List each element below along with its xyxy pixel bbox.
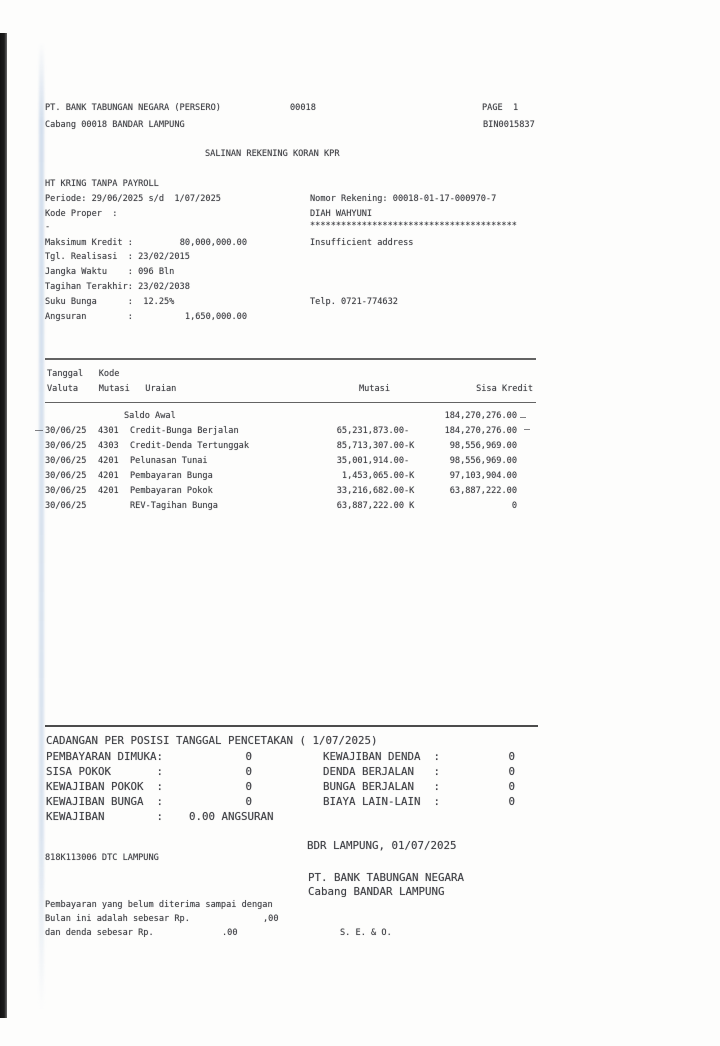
bank-name: PT. BANK TABUNGAN NEGARA (PERSERO) (45, 103, 221, 113)
footer-seo: S. E. & O. (340, 928, 392, 938)
opening-balance-value: 184,270,276.00 (444, 411, 517, 421)
row-amount: 1,453,065.00 (341, 471, 404, 481)
page-label: PAGE 1 (482, 103, 519, 113)
jangka-waktu-line: Jangka Waktu : 096 Bln (45, 267, 175, 277)
table-header-mutasi: Mutasi (358, 384, 390, 394)
telp-line: Telp. 0721-774632 (310, 297, 398, 307)
footer-note-line1: Pembayaran yang belum diterima sampai dengan (45, 900, 273, 910)
scan-artifact-dash (524, 429, 530, 430)
summary-right-value: 0 (508, 765, 515, 778)
footer-ref-code: 818K113006 DTC LAMPUNG (45, 853, 159, 863)
masked-address-asterisks: **************************************** (310, 221, 517, 231)
row-code: 4301 (98, 426, 119, 436)
angsuran-label: Angsuran : (45, 312, 133, 322)
row-code: 4201 (98, 456, 119, 466)
row-date: 30/06/25 (45, 426, 87, 436)
row-amount-suffix: -K (404, 486, 415, 496)
row-sisa: 184,270,276.00 (444, 426, 517, 436)
kewajiban-angsuran-line: KEWAJIBAN : 0.00 ANGSURAN (46, 810, 274, 823)
report-code: BIN0015837 (483, 120, 535, 130)
row-desc: Pembayaran Pokok (130, 486, 213, 496)
row-date: 30/06/25 (45, 486, 87, 496)
footer-place-date: BDR LAMPUNG, 01/07/2025 (307, 839, 457, 852)
row-amount: 33,216,682.00 (336, 486, 404, 496)
row-amount-suffix: - (404, 426, 410, 436)
row-date: 30/06/25 (45, 471, 87, 481)
row-amount: 63,887,222.00 (336, 501, 404, 511)
table-header-line1: Tanggal Kode (47, 369, 120, 379)
row-desc: Credit-Denda Tertunggak (130, 441, 249, 451)
table-top-rule (45, 358, 536, 360)
row-date: 30/06/25 (45, 501, 87, 511)
row-desc: Credit-Bunga Berjalan (130, 426, 239, 436)
summary-title: CADANGAN PER POSISI TANGGAL PENCETAKAN ( 1/07/2025) (46, 734, 378, 747)
tgl-realisasi-line: Tgl. Realisasi : 23/02/2015 (45, 252, 190, 262)
row-desc: REV-Tagihan Bunga (130, 501, 218, 511)
scan-artifact-dash (520, 417, 526, 418)
opening-balance-label: Saldo Awal (124, 411, 176, 421)
summary-right-label: DENDA BERJALAN : (323, 765, 441, 778)
row-amount-suffix: -K (404, 441, 415, 451)
footer-note-line2-amount: ,00 (263, 914, 279, 924)
row-sisa: 98,556,969.00 (449, 441, 517, 451)
product-name: HT KRING TANPA PAYROLL (45, 179, 159, 189)
row-sisa: 97,103,904.00 (449, 471, 517, 481)
footer-note-line3-amount: .00 (222, 928, 238, 938)
summary-right-label: BUNGA BERJALAN : (323, 780, 441, 793)
maksimum-kredit-value: 80,000,000.00 (179, 238, 247, 248)
summary-left-value: 0 (245, 780, 252, 793)
nomor-rekening: Nomor Rekening: 00018-01-17-000970-7 (310, 194, 497, 204)
periode-line: Periode: 29/06/2025 s/d 1/07/2025 (45, 194, 221, 204)
kode-proper-line: Kode Proper : (45, 209, 118, 219)
summary-right-value: 0 (508, 795, 515, 808)
maksimum-kredit-label: Maksimum Kredit : (45, 238, 133, 248)
table-header-sisa-kredit: Sisa Kredit (476, 384, 533, 394)
row-amount-suffix: -K (404, 471, 415, 481)
row-sisa: 63,887,222.00 (449, 486, 517, 496)
branch-code-center: 00018 (290, 103, 316, 113)
page-title: SALINAN REKENING KORAN KPR (205, 149, 340, 159)
summary-left-value: 0 (245, 795, 252, 808)
summary-left-label: PEMBAYARAN DIMUKA: (46, 750, 164, 763)
angsuran-value: 1,650,000.00 (184, 312, 247, 322)
footer-note-line2: Bulan ini adalah sebesar Rp. (45, 914, 190, 924)
row-date: 30/06/25 (45, 441, 87, 451)
suku-bunga-line: Suku Bunga : 12.25% (45, 297, 175, 307)
summary-right-value: 0 (508, 780, 515, 793)
summary-right-label: KEWAJIBAN DENDA : (323, 750, 441, 763)
branch-line: Cabang 00018 BANDAR LAMPUNG (45, 120, 185, 130)
summary-left-value: 0 (245, 750, 252, 763)
footer-note-line3: dan denda sebesar Rp. (45, 928, 154, 938)
row-amount: 35,001,914.00 (336, 456, 404, 466)
row-sisa: 98,556,969.00 (449, 456, 517, 466)
row-date: 30/06/25 (45, 456, 87, 466)
row-amount: 65,231,873.00 (336, 426, 404, 436)
summary-left-value: 0 (245, 765, 252, 778)
summary-left-label: KEWAJIBAN POKOK : (46, 780, 164, 793)
scan-artifact-dash (35, 430, 43, 431)
insufficient-address-note: Insufficient address (310, 238, 414, 248)
summary-right-value: 0 (508, 750, 515, 763)
footer-bank-name: PT. BANK TABUNGAN NEGARA (308, 871, 465, 884)
row-amount: 85,713,307.00 (336, 441, 404, 451)
row-desc: Pelunasan Tunai (130, 456, 208, 466)
row-amount-suffix: - (404, 456, 410, 466)
row-code: 4201 (98, 486, 119, 496)
table-header-line2: Valuta Mutasi Uraian (47, 384, 177, 394)
summary-right-label: BIAYA LAIN-LAIN : (323, 795, 441, 808)
row-amount-suffix: K (404, 501, 415, 511)
summary-left-label: SISA POKOK : (46, 765, 164, 778)
row-desc: Pembayaran Bunga (130, 471, 213, 481)
summary-left-label: KEWAJIBAN BUNGA : (46, 795, 164, 808)
row-code: 4201 (98, 471, 119, 481)
tagihan-terakhir-line: Tagihan Terakhir: 23/02/2038 (45, 282, 190, 292)
row-code: 4303 (98, 441, 119, 451)
summary-top-rule (45, 725, 538, 727)
account-holder-name: DIAH WAHYUNI (310, 209, 373, 219)
table-header-rule (45, 402, 536, 403)
dash-mark: - (45, 222, 51, 232)
row-sisa: 0 (511, 501, 517, 511)
footer-branch: Cabang BANDAR LAMPUNG (308, 885, 445, 898)
